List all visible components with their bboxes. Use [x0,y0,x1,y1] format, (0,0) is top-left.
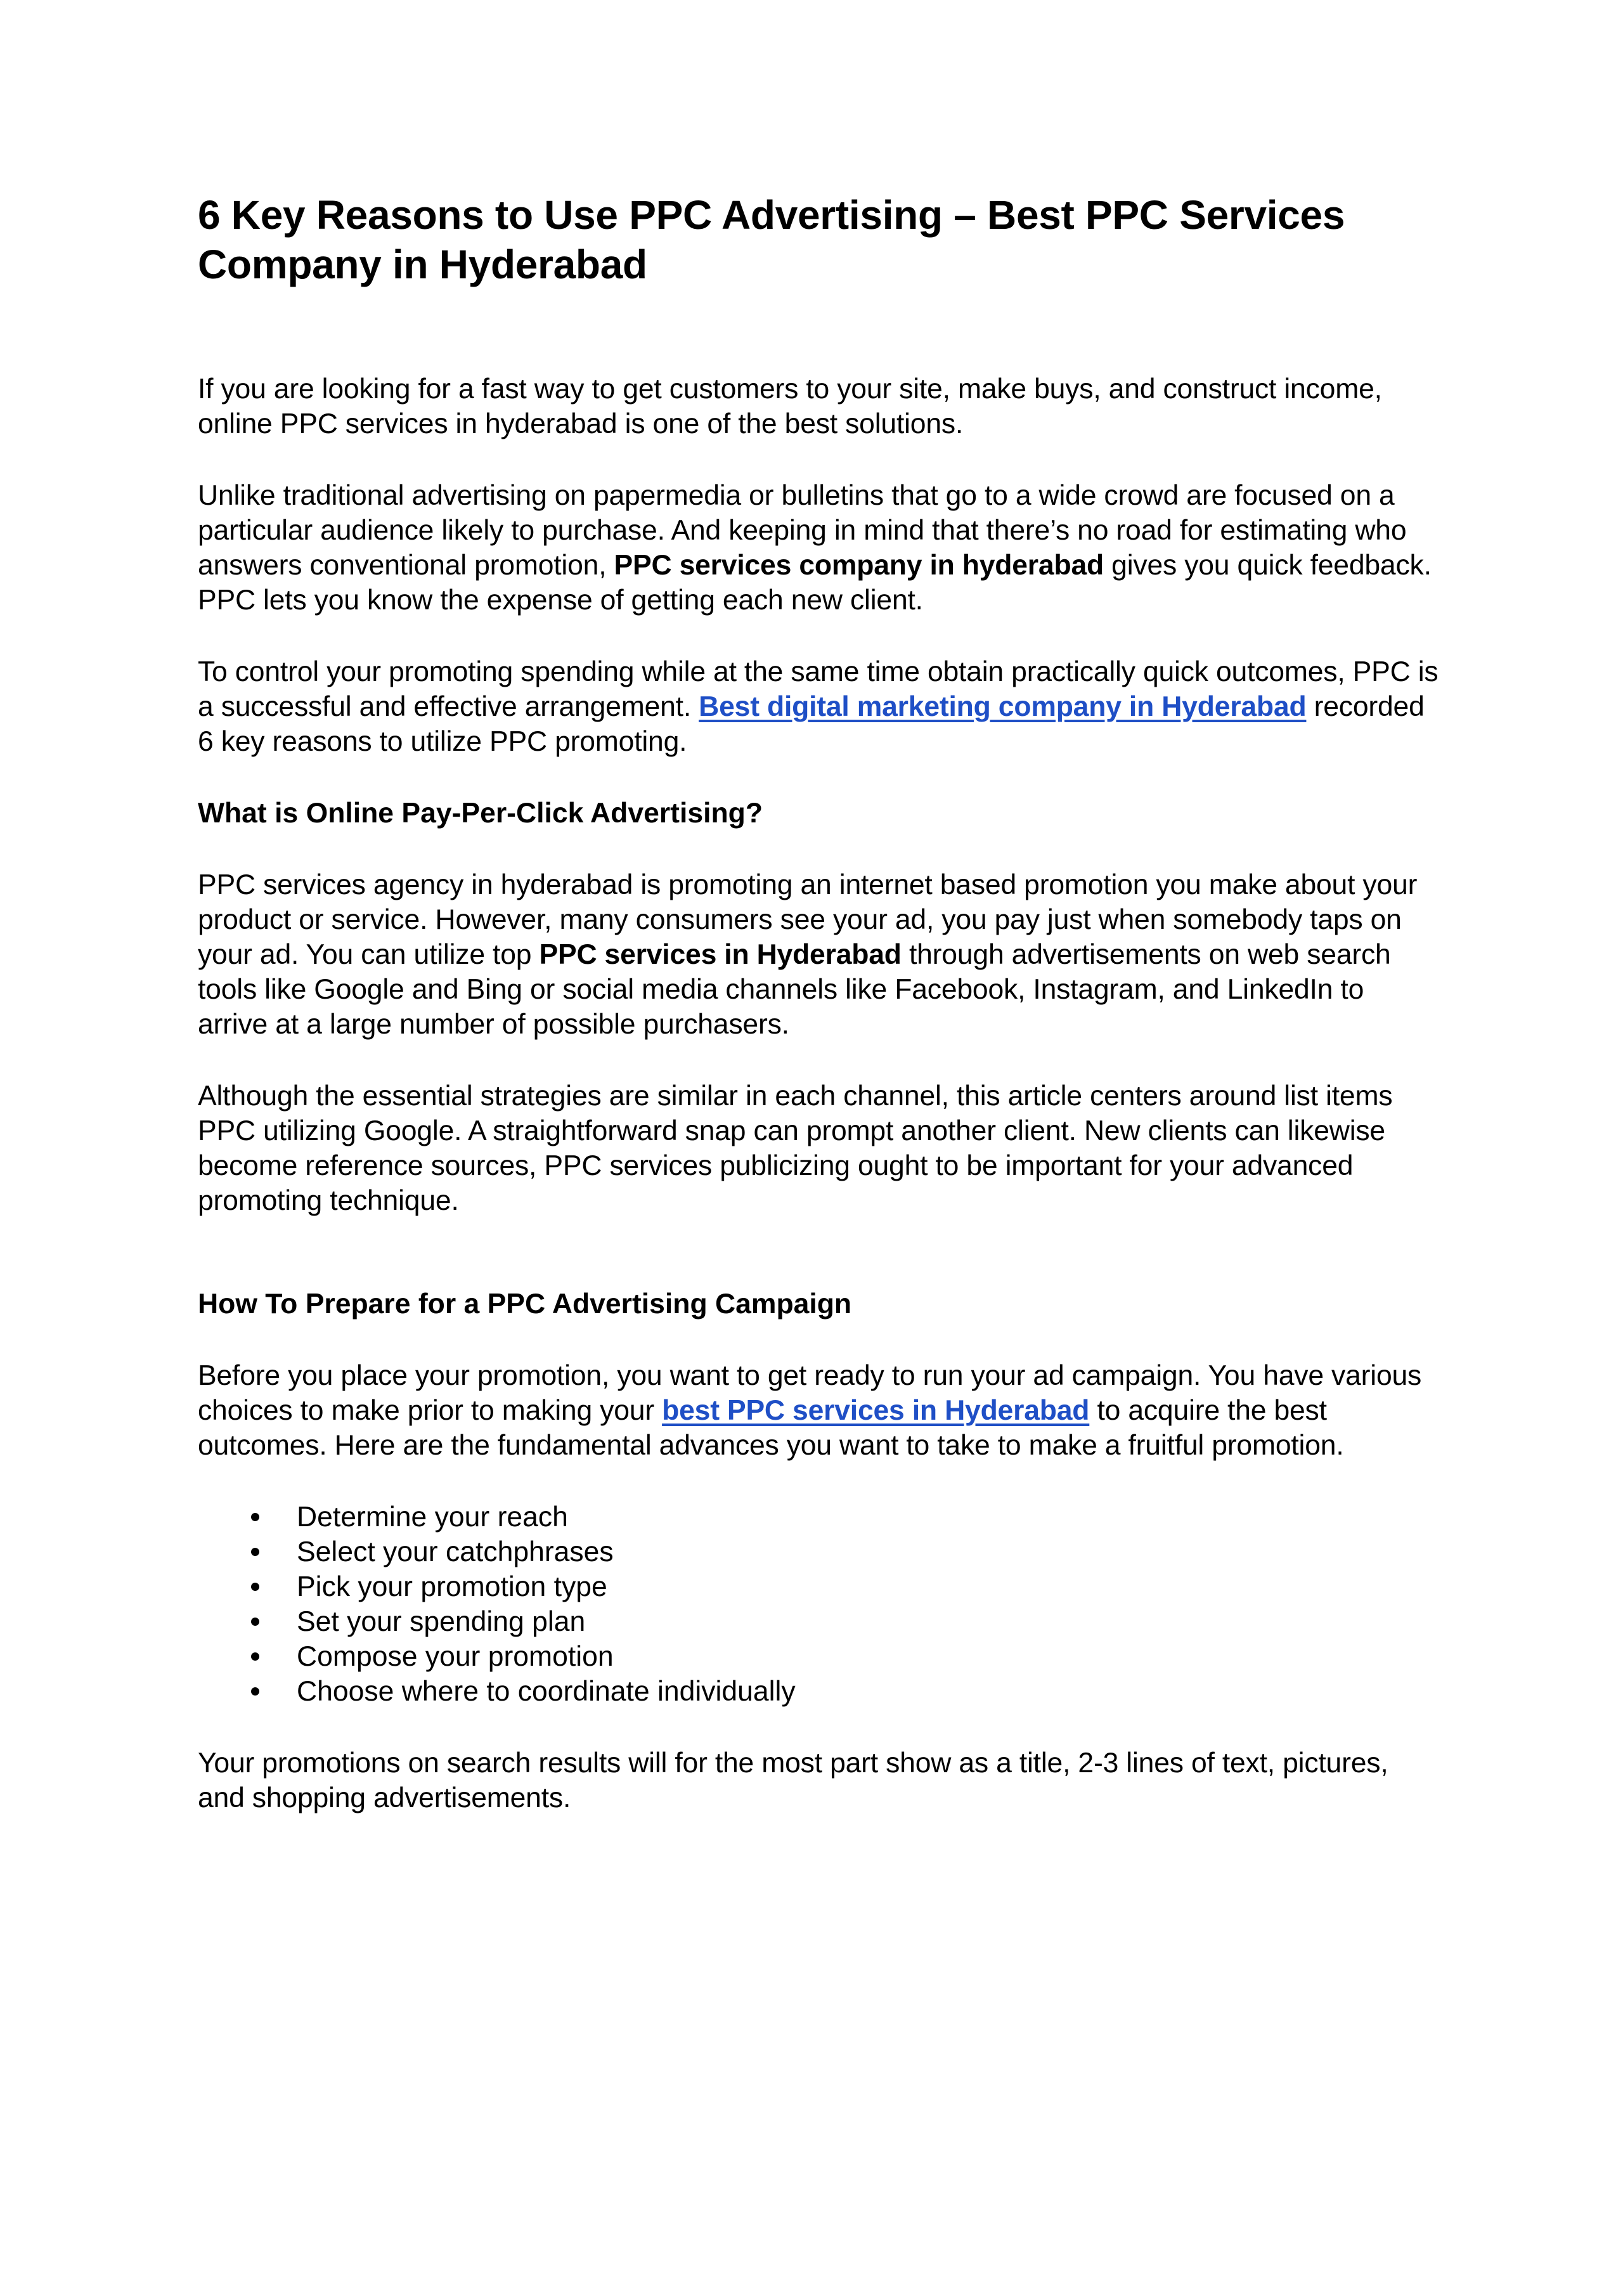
paragraph-text: To control your promoting spending while at the same time obtain practically quick outcomes, PPC is a successful and effective arrangement. [198,656,1439,722]
list-item [198,1569,1440,1604]
bullet-icon [251,1548,259,1556]
paragraph-ppc-definition [198,867,1440,1042]
paragraph-traditional-advertising [198,478,1440,618]
bullet-icon [251,1687,259,1696]
list-item-text: Compose your promotion [297,1641,614,1672]
steps-list [198,1500,1440,1709]
list-item [198,1500,1440,1534]
bold-phrase: PPC services company in hyderabad [614,550,1104,581]
paragraph-text: Before you place your promotion, you want to get ready to run your ad campaign. You have various choices to make prior to making your [198,1360,1422,1426]
link-best-ppc-services[interactable]: best PPC services in Hyderabad [662,1395,1090,1426]
list-item-text: Set your spending plan [297,1606,586,1637]
paragraph-text: to acquire the best outcomes. Here are the fundamental advances you want to take to make a fruitful promotion. [198,1395,1344,1461]
list-item-text: Choose where to coordinate individually [297,1676,796,1707]
list-item [198,1534,1440,1569]
paragraph-text: recorded 6 key reasons to utilize PPC promoting. [198,691,1425,757]
list-item-text: Pick your promotion type [297,1571,607,1602]
bullet-icon [251,1618,259,1626]
heading-how-to-prepare: How To Prepare for a PPC Advertising Campaign [198,1288,852,1320]
list-item [198,1674,1440,1709]
paragraph-text: PPC services agency in hyderabad is promoting an internet based promotion you make about your product or service. However, many consumers see your ad, you pay just when somebody taps on your ad. You can utilize top [198,869,1418,970]
paragraph-text: through advertisements on web search tools like Google and Bing or social media channels like Facebook, Instagram, and LinkedIn to arrive at a large number of possible purchasers. [198,939,1391,1040]
paragraph-text: Unlike traditional advertising on papermedia or bulletins that go to a wide crowd are focused on a particular audience likely to purchase. And keeping in mind that there’s no road for estimating who answers conventional promotion, [198,480,1407,581]
bullet-icon [251,1583,259,1591]
paragraph-search-results: Your promotions on search results will for the most part show as a title, 2-3 lines of text, pictures, and shopping advertisements. [198,1748,1388,1813]
list-item-text: Determine your reach [297,1501,568,1533]
paragraph-strategies: Although the essential strategies are similar in each channel, this article centers around list items PPC utilizing Google. A straightforward snap can prompt another client. New clients can likewise become reference sources, PPC services publicizing ought to be important for your advanced promoting technique. [198,1080,1393,1216]
paragraph-control-spending [198,654,1440,759]
paragraph-text: gives you quick feedback. PPC lets you know the expense of getting each new client. [198,550,1432,616]
bold-phrase: PPC services in Hyderabad [539,939,902,970]
document-page [198,190,1440,1852]
heading-what-is-ppc: What is Online Pay-Per-Click Advertising? [198,798,763,829]
bullet-icon [251,1513,259,1521]
link-best-digital-marketing[interactable]: Best digital marketing company in Hyderabad [699,691,1307,722]
list-item [198,1639,1440,1674]
paragraph-before-promotion [198,1358,1440,1463]
list-item [198,1604,1440,1639]
document-title: 6 Key Reasons to Use PPC Advertising – Best PPC Services Company in Hyderabad [198,192,1345,287]
list-item-text: Select your catchphrases [297,1536,614,1567]
bullet-icon [251,1652,259,1661]
intro-paragraph: If you are looking for a fast way to get customers to your site, make buys, and construct income, online PPC services in hyderabad is one of the best solutions. [198,373,1382,439]
